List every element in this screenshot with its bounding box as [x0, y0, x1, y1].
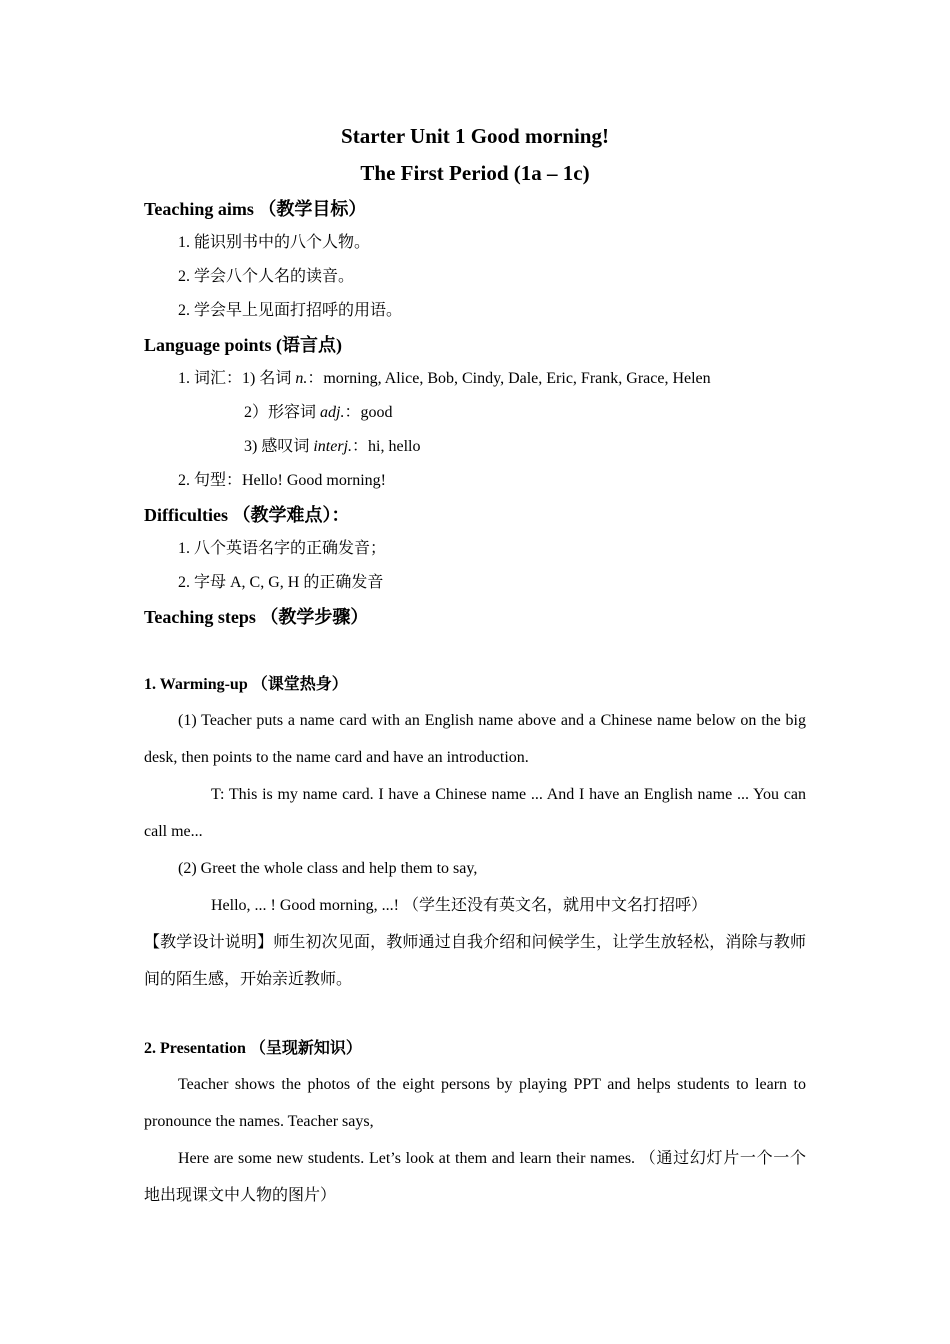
- aim-item: 2. 学会八个人名的读音。: [178, 268, 355, 285]
- warmup-paragraph: (2) Greet the whole class and help them to say,: [178, 860, 478, 877]
- warmup-heading: 1. Warming-up （课堂热身）: [144, 676, 348, 693]
- vocab-interjections: 3) 感叹词 interj.：hi, hello: [244, 438, 421, 455]
- warmup-greeting: Hello, ... ! Good morning, ...! （学生还没有英文名，就用中文名打招呼）: [211, 897, 707, 914]
- difficulty-item: 2. 字母 A, C, G, H 的正确发音: [178, 574, 384, 591]
- warmup-dialogue: T: This is my name card. I have a Chinese name ... And I have an English name ... You can call me...: [144, 786, 806, 840]
- language-points-heading: Language points (语言点): [144, 335, 343, 355]
- document-page: [144, 118, 806, 1214]
- teaching-aims-heading: Teaching aims （教学目标）: [144, 199, 367, 219]
- document-title: Starter Unit 1 Good morning!: [341, 124, 609, 148]
- sentence-patterns: 2. 句型：Hello! Good morning!: [178, 472, 386, 489]
- warmup-paragraph: (1) Teacher puts a name card with an English name above and a Chinese name below on the big desk, then points to the name card and have an introduction.: [144, 712, 806, 766]
- aim-item: 1. 能识别书中的八个人物。: [178, 234, 371, 251]
- vocab-nouns: 1. 词汇：1) 名词 n.：morning, Alice, Bob, Cindy, Dale, Eric, Frank, Grace, Helen: [178, 370, 711, 387]
- difficulty-item: 1. 八个英语名字的正确发音；: [178, 540, 387, 557]
- presentation-paragraph: Here are some new students. Let’s look at them and learn their names. （通过幻灯片一个一个地出现课文中人物的图片）: [144, 1150, 806, 1204]
- presentation-heading: 2. Presentation （呈现新知识）: [144, 1040, 362, 1057]
- aim-item: 2. 学会早上见面打招呼的用语。: [178, 302, 403, 319]
- teaching-steps-heading: Teaching steps （教学步骤）: [144, 607, 369, 627]
- difficulties-heading: Difficulties （教学难点）：: [144, 505, 350, 525]
- vocab-adjectives: 2）形容词 adj.：good: [244, 404, 393, 421]
- presentation-paragraph: Teacher shows the photos of the eight persons by playing PPT and helps students to learn to pronounce the names. Teacher says,: [144, 1076, 806, 1130]
- document-subtitle: The First Period (1a – 1c): [360, 161, 590, 185]
- design-note: 【教学设计说明】师生初次见面，教师通过自我介绍和问候学生，让学生放轻松，消除与教师间的陌生感，开始亲近教师。: [144, 934, 806, 988]
